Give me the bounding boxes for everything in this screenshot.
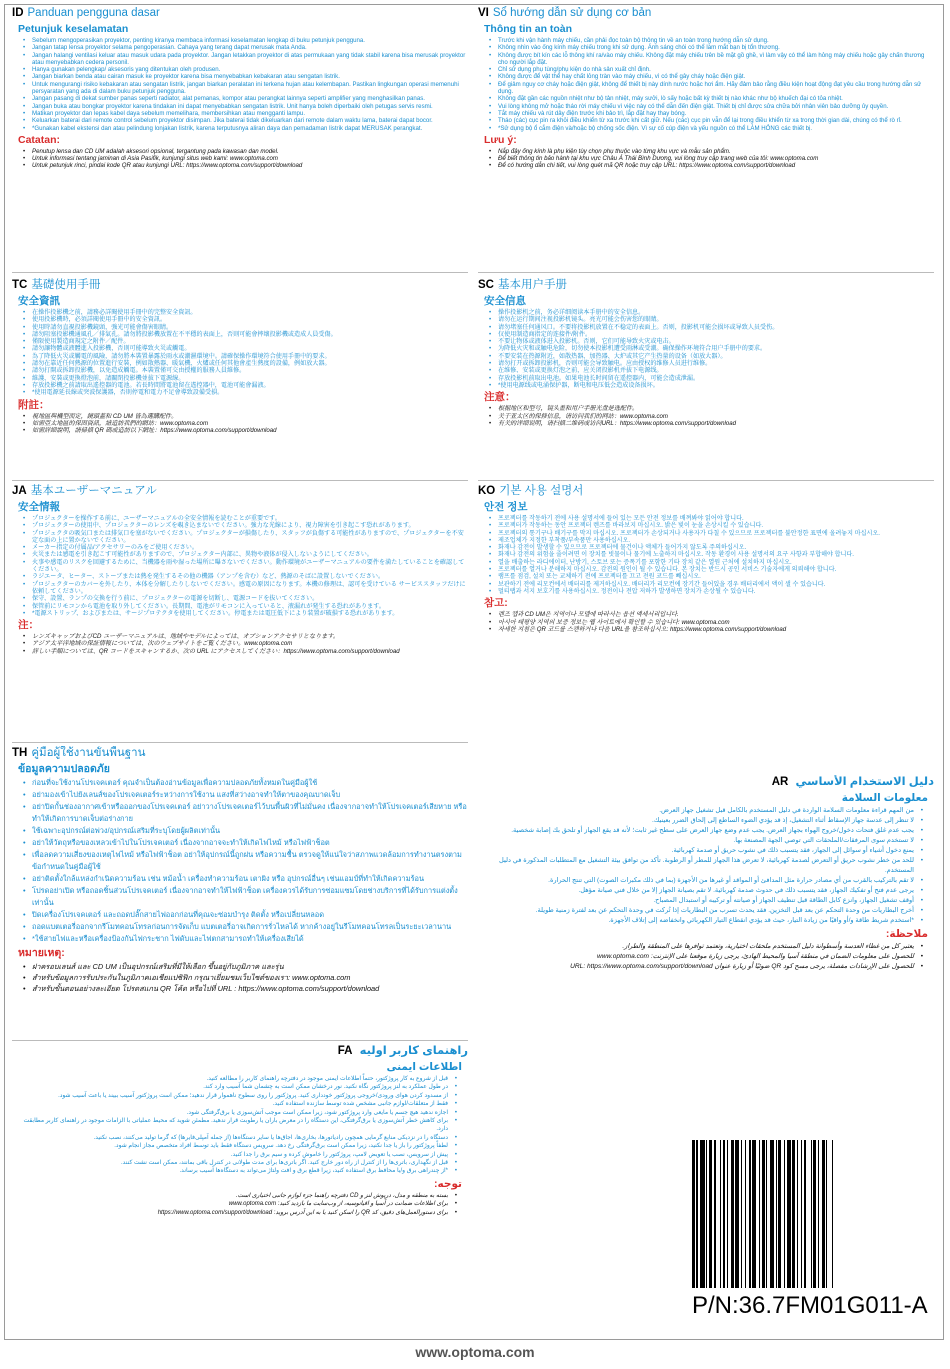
note-item: • Penutup lensa dan CD UM adalah aksesori opsional, tergantung pada kawasan dan model. bbox=[32, 148, 468, 155]
language-code: JA bbox=[12, 485, 27, 497]
safety-item: • 프로젝터의 통기구나 배기구를 막지 마십시오. 프로젝터가 손상되거나 사용자가 다칠 수 있으므로 프로젝터를 불안정한 표면에 올려놓지 마십시오. bbox=[498, 530, 934, 537]
divider bbox=[12, 1040, 468, 1041]
safety-item: • لا تنظر إلى عدسة جهاز الإسقاط أثناء التشغيل، إذ قد يؤدي الضوء الساطع إلى إلحاق الضرر بعينيك. bbox=[478, 816, 914, 826]
section-title bbox=[478, 6, 934, 20]
safety-item: • Jangan pasang di dekat sumber panas seperti radiator, alat pemanas, kompor atau perangkat lainnya seperti amplifier yang menghasilkan panas. bbox=[32, 95, 468, 102]
safety-item: • メーカー指定の付属品/アクセサリーのみをご使用ください。 bbox=[32, 544, 468, 551]
safety-item: • لا تستخدم سوى المرفقات/الملحقات التي توصي الجهة المصنعة بها. bbox=[478, 836, 914, 846]
safety-item: • 보관하기 전에 리모컨에서 배터리를 제거하십시오. 배터리가 리모컨에 장기간 들어있을 경우 배터리에서 액이 샐 수 있습니다. bbox=[498, 581, 934, 588]
safety-item: • Keluarkan baterai dari remote control sebelum proyektor disimpan. Jika baterai tidak dikeluarkan dari remote dalam waktu lama, baterai dapat bocor. bbox=[32, 117, 468, 124]
language-code: AR bbox=[771, 776, 789, 788]
safety-item: • โปรดอย่าเปิด หรือถอดชิ้นส่วนโปรเจคเตอร์ เนื่องจากอาจทำให้ไฟฟ้าช็อต เครื่องควรได้รับการซ่อมแซมโดยช่างบริการที่ได้รับการแต่งตั้งเท่านั้น bbox=[32, 885, 468, 909]
notes-heading: Catatan: bbox=[18, 133, 61, 146]
safety-item: • Tắt máy chiếu và rút dây điện trước khi bảo trì, lắp đặt hay thay bóng. bbox=[498, 110, 934, 117]
section-name: 기본 사용 설명서 bbox=[499, 485, 584, 497]
note-item: • Untuk informasi tentang jaminan di Asia Pasifik, kunjungi situs web kami: www.optoma.com bbox=[32, 155, 468, 162]
notes-heading: หมายเหตุ: bbox=[18, 947, 65, 959]
safety-item: • 프로젝터가 작동하는 동안 프로젝터 렌즈를 바라보지 마십시오. 밝은 빛이 눈을 손상시킬 수 있습니다. bbox=[498, 522, 934, 529]
safety-item: • للحد من خطر نشوب حريق أو التعرض لصدمة كهربائية، لا تعرض هذا الجهاز للمطر أو الرطوبة. تأكد من توافق بيئة التشغيل مع المتطلبات المذكورة في دليل المستخدم. bbox=[478, 856, 914, 876]
safety-item: • قبل از نگهداری، باتری‌ها را از کنترل از راه دور خارج کنید. اگر باتری‌ها برای مدت طولانی در کنترل باقی بمانند، ممکن است نشت کنند. bbox=[12, 1159, 448, 1167]
divider bbox=[12, 272, 468, 273]
safety-item: • Để giảm nguy cơ cháy hoặc điện giật, không để thiết bị này dính nước hoặc hơi ẩm. Hãy đảm bảo rằng điều kiện hoạt động đạt yêu cầu trong hướng dẫn sử dụng. bbox=[498, 81, 934, 96]
safety-item: • プロジェクターの使用中、プロジェクターのレンズを覗き込まないでください。強力な光線により、視力障害を引き起こす恐れがあります。 bbox=[32, 522, 468, 529]
section-tc bbox=[12, 278, 468, 480]
note-item: • 렌즈 캡과 CD UM은 지역이나 모델에 따라서는 옵션 액세서리입니다. bbox=[498, 611, 934, 618]
note-item: • 아시아 태평양 지역의 보증 정보는 웹 사이트에서 확인할 수 있습니다: www.optoma.com bbox=[498, 619, 934, 626]
note-item: • بسته به منطقه و مدل، درپوش لنز و CD دفترچه راهنما جزء لوازم جانبی اختیاری است. bbox=[12, 1192, 448, 1200]
safety-item: • *ใช้สายไฟและหรือเครื่องป้องกันไฟกระชาก ไฟดับและไฟตกสามารถทำให้เครื่องเสียได้ bbox=[32, 933, 468, 945]
safety-item: • อย่าติดตั้งใกล้แหล่งกำเนิดความร้อน เช่น หม้อน้ำ เครื่องทำความร้อน เตาผิง หรือ อุปกรณ์อื่นๆ เช่นแอมป์ที่ทำให้เกิดความร้อน bbox=[32, 873, 468, 885]
section-title bbox=[478, 775, 934, 789]
safety-heading: 안전 정보 bbox=[484, 501, 528, 513]
notes-heading: ملاحظة: bbox=[885, 928, 928, 940]
notes-heading: 참고: bbox=[484, 597, 508, 610]
section-ja bbox=[12, 484, 468, 742]
safety-item: • 为降低火灾和或触电危险，切勿使本投影机遭受雨淋或受潮。确保操作环境符合用户手册中的要求。 bbox=[498, 345, 934, 352]
safety-item: • เพื่อลดความเสี่ยงของเหตุไฟไหม้ หรือไฟฟ้าช็อต อย่าให้อุปกรณ์นี้ถูกฝน หรือความชื้น ตรวจดูให้แน่ใจว่าสภาพแวดล้อมการทำงานตรงตามข้อกำหนดในคู่มือผู้ใช้ bbox=[32, 849, 468, 873]
safety-item: • 멀티탭과 서지 보호기를 사용하십시오. 정전이나 전압 저하가 발생하면 장치가 손상될 수 있습니다. bbox=[498, 588, 934, 595]
safety-item: • يجب عدم غلق فتحات دخول/خروج الهواء بجهاز العرض. يجب عدم وضع جهاز العرض على سطح غير ثابت؛ لأنه قد يقع الجهاز أو تلحق بك إصابة شخصية. bbox=[478, 826, 914, 836]
safety-item: • 프로젝터를 작동하기 전에 사용 설명서에 들어 있는 모든 안전 정보를 배껴봐야 읽어야 합니다. bbox=[498, 515, 934, 522]
safety-item: • لطفاً پروژکتور را باز یا جدا نکنید، زیرا ممکن است برق‌گرفتگی رخ دهد. سرویس دستگاه فقط باید توسط افراد متخصص مجاز انجام شود. bbox=[12, 1142, 448, 1150]
note-item: • Nắp đậy ống kính là phụ kiện tùy chọn phụ thuộc vào từng khu vực và mẫu sản phẩm. bbox=[498, 148, 934, 155]
language-code: FA bbox=[337, 1045, 353, 1057]
note-item: • レンズキャップおよびCD ユーザーマニュアルは、地域やモデルによっては、オプションアクセサリとなります。 bbox=[32, 633, 468, 640]
safety-item: • يمنع دخول أشياء أو سوائل إلى الجهاز، فقد يتسبب ذلك في نشوب حريق أو صدمة كهربائية. bbox=[478, 846, 914, 856]
safety-item: • 使用時請勿直視投影機鏡頭，強光可能會傷害眼睛。 bbox=[32, 324, 468, 331]
safety-item: • 火災または感電を引き起こす可能性がありますので、プロジェクター内部に、異物や液体が侵入しないようにしてください。 bbox=[32, 551, 468, 558]
section-th bbox=[12, 746, 468, 1036]
safety-item: • در طول عملکرد به لنز پروژکتور نگاه نکنید. نور درخشان ممکن است به چشمان شما آسیب وارد کند. bbox=[12, 1083, 448, 1091]
safety-item: • Chỉ sử dụng phụ tùng/phụ kiện do nhà sản xuất chỉ định. bbox=[498, 66, 934, 73]
safety-item: • *از چندراهی برق و/یا محافظ برق استفاده کنید، زیرا قطع برق و افت ولتاژ می‌تواند به دستگاه‌ها آسیب برساند. bbox=[12, 1167, 448, 1175]
section-name: คู่มือผู้ใช้งานขั้นพื้นฐาน bbox=[31, 747, 146, 759]
divider bbox=[478, 480, 934, 481]
section-name: دليل الاستخدام الأساسي bbox=[795, 776, 934, 788]
safety-item: • 不要安装在热源附近，如散热器、加热器、大炉或其它产生热量的设备（如放大器）。 bbox=[498, 353, 934, 360]
section-title bbox=[12, 484, 468, 498]
safety-item: • Matikan proyektor dan lepas kabel daya sebelum memelihara, membersihkan atau mengganti lampu. bbox=[32, 110, 468, 117]
safety-heading: 安全資訊 bbox=[18, 295, 60, 307]
safety-item: • 在维修、安装或更换灯泡之前，应关闭投影机并拔下电源线。 bbox=[498, 367, 934, 374]
language-code: ID bbox=[12, 7, 24, 19]
safety-item: • لا تقم بالتركيب بالقرب من أي مصادر حرارة مثل المدافئ أو المواقد أو غيرها من الأجهزة (بما في ذلك مكبرات الصوت) التي تنتج الحرارة. bbox=[478, 876, 914, 886]
safety-item: • อย่าปิดกั้นช่องอากาศเข้าหรือออกของโปรเจคเตอร์ อย่าวางโปรเจคเตอร์ไว้บนพื้นผิวที่ไม่มั่นคง เนื่องจากอาจทำให้โปรเจคเตอร์เสียหาย หรือทำให้เกิดการบาดเจ็บต่อร่างกาย bbox=[32, 801, 468, 825]
safety-item: • 保管前にリモコンから電池を取り外してください。長期間、電池がリモコンに入っていると、液漏れが発生する恐れがあります。 bbox=[32, 603, 468, 610]
safety-item: • ก่อนที่จะใช้งานโปรเจคเตอร์ คุณจำเป็นต้องอ่านข้อมูลเพื่อความปลอดภัยทั้งหมดในคู่มือผู้ใช้ bbox=[32, 777, 468, 789]
note-item: • 有关的详细说明，请扫描二维码或访问URL：https://www.optoma.com/support/download bbox=[498, 420, 934, 427]
safety-item: • 仅使用制造商指定的连接件/附件。 bbox=[498, 331, 934, 338]
note-item: • 詳しい手順については、QR コードをスキャンするか、次の URL にアクセスしてください：https://www.optoma.com/support/download bbox=[32, 648, 468, 655]
section-name: 基本用户手册 bbox=[497, 279, 567, 291]
safety-item: • 請勿讓物體或液體進入投影機，否則可能導致火災或觸電。 bbox=[32, 345, 468, 352]
safety-item: • Không được để vật thể hay chất lỏng tràn vào máy chiếu, vì có thể gây cháy hoặc điện giật. bbox=[498, 73, 934, 80]
safety-heading: Thông tin an toàn bbox=[484, 23, 573, 35]
section-name: 基本ユーザーマニュアル bbox=[30, 485, 157, 497]
section-title bbox=[478, 278, 934, 292]
safety-item: • プロジェクタの吸気口または排気口を塞がないでください。プロジェクターが損傷したり、スタッフが負傷する可能性がありますので、プロジェクターを不安定な面の上に置かないでください。 bbox=[32, 530, 468, 545]
divider bbox=[12, 742, 468, 743]
note-item: • للحصول على معلومات الضمان في منطقة آسيا والمحيط الهادئ، يرجى زيارة موقعنا على الإنترنت: www.optoma.com bbox=[478, 952, 914, 962]
safety-heading: اطلاعات ایمنی bbox=[386, 1061, 462, 1073]
note-item: • برای دستورالعمل‌های دقیق، کد QR را اسکن کنید یا به این آدرس بروید: https://www.optoma.com/support/download bbox=[12, 1209, 448, 1217]
safety-item: • *Gunakan kabel ekstensi dan atau pelindung lonjakan listrik, karena terputusnya aliran daya dan pemadaman listrik dapat MERUSAK perangkat. bbox=[32, 125, 468, 132]
safety-item: • يرجى عدم فتح أو تفكيك الجهاز، فقد يتسبب ذلك في حدوث صدمة كهربائية. لا تقم بصيانة الجهاز إلا من خلال فني صيانة مؤهل. bbox=[478, 886, 914, 896]
section-name: Panduan pengguna dasar bbox=[27, 7, 160, 19]
section-vi bbox=[478, 6, 934, 271]
safety-item: • 不要让物体或液体进入投影机。否则，它们可能导致火灾或电击。 bbox=[498, 338, 934, 345]
safety-item: • *使用電源延長線或突波保護器，否則停電和電力不足會導致設備受損。 bbox=[32, 389, 468, 396]
divider bbox=[12, 480, 468, 481]
safety-item: • Jangan halangi ventilasi keluar atau masuk udara pada proyektor. Jangan letakkan proyektor di atas permukaan yang tidak stabil karena bisa merusak proyektor atau menyebabkan cedera personil. bbox=[32, 52, 468, 67]
language-code: TC bbox=[12, 279, 28, 291]
safety-item: • قبل از شروع به کار پروژکتور، حتماً اطلاعات ایمنی موجود در دفترچه راهنمای کاربر را مطالعه کنید. bbox=[12, 1075, 448, 1083]
safety-item: • 維護、安裝或更換燈泡前，請關閉投影機並拔下電源線。 bbox=[32, 375, 468, 382]
section-name: 基礎使用手冊 bbox=[31, 279, 101, 291]
section-title bbox=[12, 278, 468, 292]
note-item: • يعتبر كل من غطاء العدسة وأسطوانة دليل المستخدم ملحقات اختيارية، وتعتمد توافرها على المنطقة والطراز. bbox=[478, 942, 914, 952]
section-name: راهنمای کاربر اولیه bbox=[359, 1045, 468, 1057]
safety-item: • ใช้เฉพาะอุปกรณ์ต่อพ่วง/อุปกรณ์เสริมที่ระบุโดยผู้ผลิตเท่านั้น bbox=[32, 825, 468, 837]
safety-item: • 请勿在运行期间注视投影机镜头。亮光可能会伤害您的眼睛。 bbox=[498, 316, 934, 323]
safety-item: • Tháo (các) cục pin ra khỏi điều khiển từ xa trước khi cất giữ. Nếu (các) cục pin vẫn để lại trong điều khiển từ xa trong thời gian dài, chúng có thể rò rỉ. bbox=[498, 117, 934, 124]
safety-item: • ถอดแบตเตอรี่ออกจากรีโมทคอนโทรลก่อนการจัดเก็บ แบตเตอรี่อาจเกิดการรั่วไหลได้ หากค้างอยู่ในรีโมทคอนโทรลเป็นระยะเวลานาน bbox=[32, 921, 468, 933]
safety-item: • 在操作投影機之前，請務必詳閱使用手冊中的完整安全資訊。 bbox=[32, 309, 468, 316]
safety-item: • อย่ามองเข้าไปยังเลนส์ของโปรเจคเตอร์ระหว่างการใช้งาน แสงที่สว่างอาจทำให้ตาของคุณบาดเจ็บ bbox=[32, 789, 468, 801]
safety-item: • 存放投影机前取出电池。如果电池长时间留在遥控器内，可能会造成泄漏。 bbox=[498, 375, 934, 382]
note-item: • 視地區與機型而定，鏡頭蓋和 CD UM 皆為選購配件。 bbox=[32, 413, 468, 420]
safety-item: • 請勿在靠近任何熱源的位置進行安裝，例如散熱器、暖氣機、火爐或任何其他會產生熱度的設備，例如放大器。 bbox=[32, 360, 468, 367]
note-item: • 关于亚太区的保修信息，请访问我们的网站：www.optoma.com bbox=[498, 413, 934, 420]
safety-heading: معلومات السلامة bbox=[841, 792, 928, 804]
safety-item: • 请勿堵塞任何通风口。不要将投影机放置在不稳定的表面上。否则，投影机可能会损坏或导致人员受伤。 bbox=[498, 324, 934, 331]
safety-item: • Jangan tatap lensa proyektor selama pengoperasian. Cahaya yang terang dapat merusak mata Anda. bbox=[32, 44, 468, 51]
section-title bbox=[12, 746, 468, 760]
safety-item: • ラジエータ、ヒーター、ストーブまたは熱を発生するその他の機器（アンプを含む）など、熱源のそばに設置しないでください。 bbox=[32, 573, 468, 580]
note-item: • アジア太平洋地域の保証情報については、次のウェブサイトをご覧ください。www.optoma.com bbox=[32, 640, 468, 647]
section-fa bbox=[12, 1044, 468, 1272]
note-item: • สำหรับขั้นตอนอย่างละเอียด โปรดสแกน QR โค้ด หรือไปที่ URL : https://www.optoma.com/support/download bbox=[32, 983, 468, 994]
safety-item: • من المهم قراءة معلومات السلامة الواردة في دليل المستخدم بالكامل قبل تشغيل جهاز العرض. bbox=[478, 806, 914, 816]
language-code: VI bbox=[478, 7, 489, 19]
section-title bbox=[478, 484, 934, 498]
safety-item: • أوقف تشغيل الجهاز، وانزع كابل الطاقة قبل تنظيف الجهاز أو صيانته أو تركيبه أو استبدال المصباح. bbox=[478, 896, 914, 906]
safety-item: • Untuk mengurangi risiko kebakaran atau sengatan listrik, jangan biarkan peralatan ini terkena hujan atau kelembapan. Pastikan lingkungan operasi memenuhi persyaratan yang ada di dalam buku petunjuk pengguna. bbox=[32, 81, 468, 96]
section-id bbox=[12, 6, 468, 271]
safety-item: • 열을 배출하는 라디에이터, 난방기, 스토브 또는 증폭기를 포함한 기타 장치 같은 열원 근처에 설치하지 마십시오. bbox=[498, 559, 934, 566]
safety-item: • دستگاه را در نزدیکی منابع گرمایی همچون رادیاتورها، بخاری‌ها، اجاق‌ها یا سایر دستگاه‌ها (از جمله آمپلی‌فایرها) که گرما تولید می‌کنند، نصب نکنید. bbox=[12, 1134, 448, 1142]
safety-item: • Jangan biarkan benda atau cairan masuk ke proyektor karena bisa menyebabkan kebakaran atau sengatan listrik. bbox=[32, 73, 468, 80]
safety-item: • Hanya gunakan pelengkap/ aksesoris yang ditentukan oleh produsen. bbox=[32, 66, 468, 73]
barcode bbox=[692, 1140, 920, 1288]
notes-heading: توجه: bbox=[434, 1177, 462, 1190]
safety-item: • Không nhìn vào ống kính máy chiếu trong khi sử dụng. Ánh sáng chói có thể làm mắt bạn bị tổn thương. bbox=[498, 44, 934, 51]
safety-item: • 화재나 감전이 발생할 수 있으므로 프로젝터에 물건이나 액체가 들어가지 않도록 주의하십시오. bbox=[498, 544, 934, 551]
safety-item: • Sebelum mengoperasikan proyektor, penting kiranya membaca informasi keselamatan lengkap di buku petunjuk pengguna. bbox=[32, 37, 468, 44]
safety-item: • Trước khi vận hành máy chiếu, cần phải đọc toàn bộ thông tin về an toàn trong hướng dẫn sử dụng. bbox=[498, 37, 934, 44]
safety-item: • از مسدود کردن هوای ورودی/خروجی پروژکتور خودداری کنید. پروژکتور را روی سطوح ناهموار قرار ندهید؛ ممکن است پروژکتور آسیب ببیند یا باعث آسیب شود. bbox=[12, 1092, 448, 1100]
safety-item: • *Sử dụng bộ ổ cắm điện và/hoặc bộ chống sốc điện. Vì sự cố cúp điện và yếu nguồn có thể LÀM HỎNG các thiết bị. bbox=[498, 125, 934, 132]
notes-heading: 附註： bbox=[18, 398, 50, 411]
notes-heading: Lưu ý: bbox=[484, 133, 517, 146]
divider bbox=[478, 272, 934, 273]
safety-item: • プロジェクターを操作する前に、ユーザーマニュアルの全安全情報を読むことが重要です。 bbox=[32, 515, 468, 522]
safety-item: • ปิดเครื่องโปรเจคเตอร์ และถอดปลั๊กสายไฟออกก่อนที่คุณจะซ่อมบำรุง ติดตั้ง หรือเปลี่ยนหลอด bbox=[32, 909, 468, 921]
safety-heading: 安全信息 bbox=[484, 295, 526, 307]
safety-item: • Không đặt gần các nguồn nhiệt như bộ tản nhiệt, máy sưởi, lò sấy hoặc bất kỳ thiết bị nào khác như bộ khuếch đại có tỏa nhiệt. bbox=[498, 95, 934, 102]
safety-heading: 安全情報 bbox=[18, 501, 60, 513]
note-item: • Để có hướng dẫn chi tiết, vui lòng quét mã QR hoặc truy cập URL: https://www.optoma.com/support/download bbox=[498, 162, 934, 169]
safety-item: • *電源ストリップ、およびまたは、サージプロテクタを使用してください。停電または電圧低下により装置が破損する恐れがあります。 bbox=[32, 610, 468, 617]
safety-item: • پیش از سرویس، نصب یا تعویض لامپ، پروژکتور را خاموش کرده و سیم برق را جدا کنید. bbox=[12, 1151, 448, 1159]
safety-item: • 為了降低火災或觸電的風險，請勿將本裝置暴露於雨水或潮濕環境中。請確保操作環境符合使用手冊中的要求。 bbox=[32, 353, 468, 360]
safety-item: • อย่าให้วัตถุหรือของเหลวเข้าไปในโปรเจคเตอร์ เนื่องจากอาจจะทำให้เกิดไฟไหม้ หรือไฟฟ้าช็อต bbox=[32, 837, 468, 849]
notes-heading: 注： bbox=[18, 619, 39, 632]
safety-item: • 保守、設置、ランプの交換を行う前に、プロジェクターの電源を切断し、電源コードを抜いてください。 bbox=[32, 595, 468, 602]
note-item: • ฝาครอบเลนส์ และ CD UM เป็นอุปกรณ์เสริมที่มีให้เลือก ขึ้นอยู่กับภูมิภาค และรุ่น bbox=[32, 961, 468, 972]
safety-item: • 화재나 감전의 위험을 줄이려면 이 장치를 빗물이나 물기에 노출하지 마십시오. 작동 환경이 사용 설명서의 요구 사항과 부합해야 합니다. bbox=[498, 551, 934, 558]
barcode-gap bbox=[833, 1140, 836, 1288]
safety-item: • 프로젝터를 열거나 분해하지 마십시오. 감전의 원인이 될 수 있습니다. 본 장치는 반드시 공인 서비스 기술자에게 의뢰해야 합니다. bbox=[498, 566, 934, 573]
section-title bbox=[12, 6, 468, 20]
note-item: • 根据地区和型号，镜头盖和用户手册光盘是选配件。 bbox=[498, 405, 934, 412]
note-item: • برای اطلاعات ضمانت در آسیا و اقیانوسیه، از وب‌سایت ما بازدید کنید: www.optoma.com bbox=[12, 1200, 448, 1208]
section-name: Sổ hướng dẫn sử dụng cơ bản bbox=[492, 7, 652, 19]
notes-heading: 注意： bbox=[484, 391, 516, 404]
note-item: • 자세한 지침은 QR 코드를 스캔하거나 다음 URL을 참조하십시오: https://www.optoma.com/support/download bbox=[498, 626, 934, 633]
language-code: KO bbox=[478, 485, 496, 497]
note-item: • للحصول على الإرشادات مفصلة، يرجى مسح كود QR ضوئيًا أو زيارة عنوان URL: https://www.optoma.com/support/download bbox=[478, 962, 914, 972]
safety-item: • برای کاهش خطر آتش‌سوزی یا برق‌گرفتگی، این دستگاه را در معرض باران یا رطوبت قرار ندهید. مطمئن شوید که محیط عملیاتی با الزامات موجود در راهنمای کاربر مطابقت دارد. bbox=[12, 1117, 448, 1134]
safety-item: • *استخدم شريط طاقة و/أو واقيًا من زيادة التيار، حيث قد يؤدي انقطاع التيار الكهربائي وانخفاضه إلى إتلاف الأجهزة. bbox=[478, 916, 914, 926]
safety-item: • Jangan buka atau bongkar proyektor karena tindakan ini dapat menyebabkan sengatan listrik. Unit hanya boleh diperbaiki oleh petugas servis resmi. bbox=[32, 103, 468, 110]
note-item: • Để biết thông tin bảo hành tại khu vực Châu Á Thái Bình Dương, vui lòng truy cập trang web của tôi: www.optoma.com bbox=[498, 155, 934, 162]
safety-item: • 存放投影機之前請取出遙控器的電池。若長時間將電池留在遙控器中，電池可能會漏液。 bbox=[32, 382, 468, 389]
safety-item: • *使用电源线或电涌保护器，断电和电压低会造成设备损坏。 bbox=[498, 382, 934, 389]
safety-heading: Petunjuk keselamatan bbox=[18, 23, 129, 35]
language-code: TH bbox=[12, 747, 28, 759]
language-code: SC bbox=[478, 279, 494, 291]
safety-item: • 请勿打开或拆卸投影机，否则可能会导致触电。应由授权的维修人员进行维修。 bbox=[498, 360, 934, 367]
note-item: • สำหรับข้อมูลการรับประกันในภูมิภาคเอเชียแปซิฟิก กรุณาเยี่ยมชมเว็บไซต์ของเรา: www.optoma.com bbox=[32, 972, 468, 983]
section-ko bbox=[478, 484, 934, 742]
safety-item: • أخرج البطاريات من وحدة التحكم عن بعد قبل التخزين. فقد يحدث تسرب من البطاريات إذا تُركت في وحدة التحكم عن بعد لفترة زمنية طويلة. bbox=[478, 906, 914, 916]
section-title bbox=[12, 1044, 468, 1058]
safety-item: • プロジェクターのカバーを外したり、本体を分解したりしないでください。感電の原因になります。本機の修理は、認可を受けている サービススタッフだけに依頼してください。 bbox=[32, 581, 468, 596]
safety-item: • 火事や感電のリスクを回避するために、当機器を雨や湿った場所に曝さないでください。動作環境がユーザーマニュアルの要件を満たしていることを確認してください。 bbox=[32, 559, 468, 574]
safety-item: • 使用投影機時，必須詳閱使用手冊中的安全資訊。 bbox=[32, 316, 468, 323]
section-sc bbox=[478, 278, 934, 480]
safety-item: • فقط از متعلقات/لوازم جانبی مشخص شده توسط سازنده استفاده کنید. bbox=[12, 1100, 448, 1108]
part-number: P/N:36.7FM01G011-A bbox=[692, 1292, 928, 1319]
safety-item: • Vui lòng không mở hoặc tháo rời máy chiếu vì việc này có thể dẫn đến điện giật. Thiết bị chỉ được sửa chữa bởi nhân viên bảo dưỡng ủy quyền. bbox=[498, 103, 934, 110]
safety-item: • اجازه ندهید هیچ جسم یا مایعی وارد پروژکتور شود، زیرا ممکن است موجب آتش‌سوزی یا برق‌گرفتگی شود. bbox=[12, 1109, 448, 1117]
note-item: • 如需亞太地區的保固資訊，請造訪我們的網站：www.optoma.com bbox=[32, 420, 468, 427]
safety-item: • 램프를 점검, 설치 또는 교체하기 전에 프로젝터를 끄고 전원 코드를 빼십시오. bbox=[498, 573, 934, 580]
safety-item: • 請勿阻塞投影機通風孔／排氣孔。請勿將投影機放置在不平穩的表面上，否則可能會摔壞投影機或造成人員受傷。 bbox=[32, 331, 468, 338]
footer-url: www.optoma.com bbox=[415, 1344, 535, 1360]
note-item: • Untuk petunjuk rinci, pindai kode QR atau kunjungi URL: https://www.optoma.com/support/download bbox=[32, 162, 468, 169]
safety-item: • 僅限使用製造商規定之附件／配件。 bbox=[32, 338, 468, 345]
safety-item: • 操作投影机之前，务必详细阅读本手册中的安全信息。 bbox=[498, 309, 934, 316]
safety-heading: ข้อมูลความปลอดภัย bbox=[18, 763, 110, 775]
safety-item: • 제조업체가 지정한 부착품/부속품만 사용하십시오. bbox=[498, 537, 934, 544]
section-ar bbox=[478, 775, 934, 1040]
note-item: • 如需詳細說明，請掃描 QR 碼或造訪以下網址：https://www.optoma.com/support/download bbox=[32, 427, 468, 434]
safety-item: • 請勿打開或拆卸投影機，以免造成觸電。本裝置僅可交由授權的服務人員維修。 bbox=[32, 367, 468, 374]
safety-item: • Không được bít kín các lỗ thông khí ra/vào máy chiếu. Không đặt máy chiếu trên bề mặt gồ ghề, vì làm vậy có thể làm hỏng máy chiếu hoặc gây chấn thương cho người lắp đặt. bbox=[498, 52, 934, 67]
